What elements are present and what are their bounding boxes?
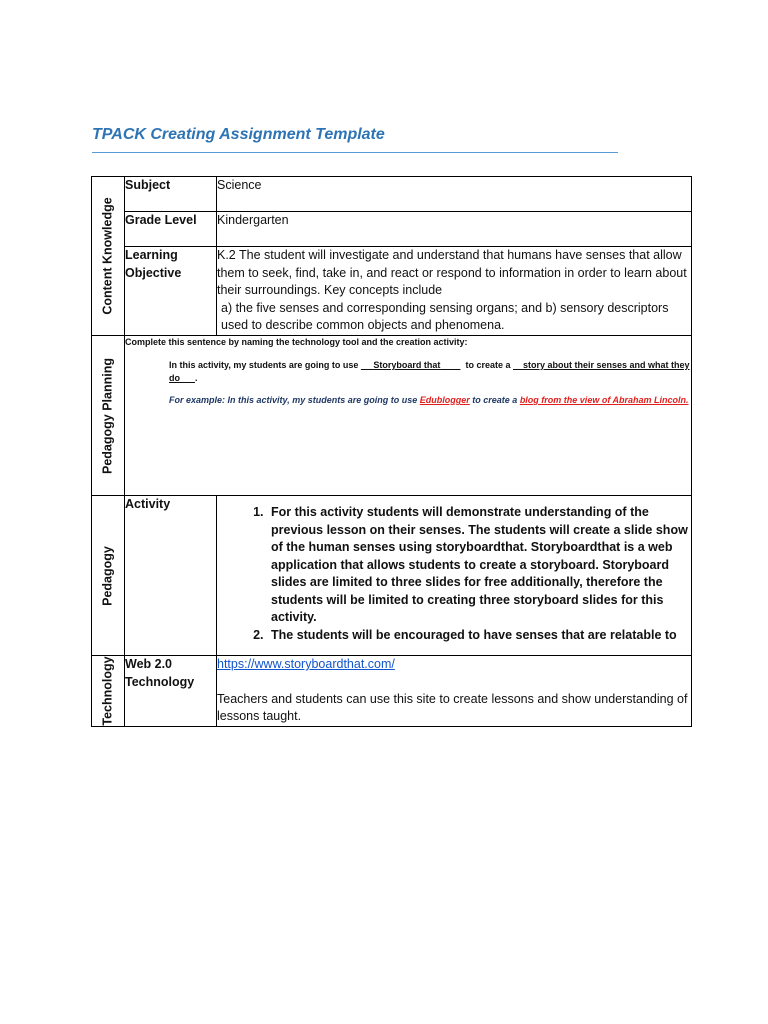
activity-list	[217, 504, 691, 644]
sentence-prefix: In this activity, my students are going to use	[169, 360, 359, 370]
technology-label: Web 2.0 Technology	[125, 656, 217, 727]
objective-row	[92, 247, 692, 336]
storyboardthat-link[interactable]: https://www.storyboardthat.com/	[217, 657, 395, 671]
grade-label: Grade Level	[125, 212, 217, 247]
activity-value	[217, 496, 692, 656]
pedagogy-category	[92, 496, 125, 656]
technology-description: Teachers and students can use this site to create lessons and show understanding of lessons taught.	[217, 691, 688, 723]
list-item: 2. The students will be encouraged to have senses that are relatable to	[267, 627, 691, 645]
subject-row	[92, 177, 692, 212]
page-title: TPACK Creating Assignment Template	[92, 126, 385, 143]
sentence-mid: to create a	[465, 360, 511, 370]
objective-concepts: a) the five senses and corresponding sensing organs; and b) sensory descriptors used to describe common objects and phenomena.	[221, 300, 669, 332]
example-tool: Edublogger	[419, 395, 470, 405]
planning-row	[92, 336, 692, 496]
tool-blank: Storyboard that	[373, 360, 441, 370]
objective-text: K.2 The student will investigate and understand that humans have senses that allow them to seek, find, take in, and react or respond to information in order to learn about their surroundings. Key concepts include	[217, 248, 687, 297]
planning-example	[125, 394, 691, 407]
example-prefix: For example: In this activity, my students are going to use	[169, 395, 418, 405]
planning-sentence: In this activity, my students are going to use Storyboard that to create a story about their senses and what they do .	[169, 360, 690, 383]
example-mid: to create a	[472, 395, 518, 405]
example-activity: blog from the view of Abraham Lincoln.	[519, 395, 689, 405]
tpack-table	[91, 176, 692, 727]
pedagogy-row	[92, 496, 692, 656]
subject-label: Subject	[125, 177, 217, 212]
category-label: Technology	[100, 656, 115, 726]
subject-value: Science	[217, 177, 692, 212]
category-label: Pedagogy Planning	[100, 357, 115, 474]
grade-row	[92, 212, 692, 247]
objective-label: Learning Objective	[125, 247, 217, 336]
spacer	[217, 674, 691, 691]
category-label: Content Knowledge	[100, 197, 115, 315]
technology-value	[217, 656, 692, 727]
list-item: 1. For this activity students will demonstrate understanding of the previous lesson on their senses. The students will create a slide show of the human senses using storyboardthat. Storyboardthat is a web application that allows students to create a storyboard. Storyboard slides are limited to three slides for free additionally, therefore the students will be limited to creating three storyboard slides for this activity.	[267, 504, 691, 627]
title-underline	[92, 152, 618, 153]
activity-label: Activity	[125, 496, 217, 656]
category-label: Pedagogy	[100, 545, 115, 606]
objective-value	[217, 247, 692, 336]
technology-row	[92, 656, 692, 727]
planning-instruction: Complete this sentence by naming the technology tool and the creation activity:	[125, 337, 468, 347]
technology-category	[92, 656, 125, 727]
activity-blank: story about their senses and what they do	[169, 360, 690, 383]
grade-value: Kindergarten	[217, 212, 692, 247]
content-knowledge-category	[92, 177, 125, 336]
pedagogy-planning-category	[92, 336, 125, 496]
planning-cell	[125, 336, 692, 496]
